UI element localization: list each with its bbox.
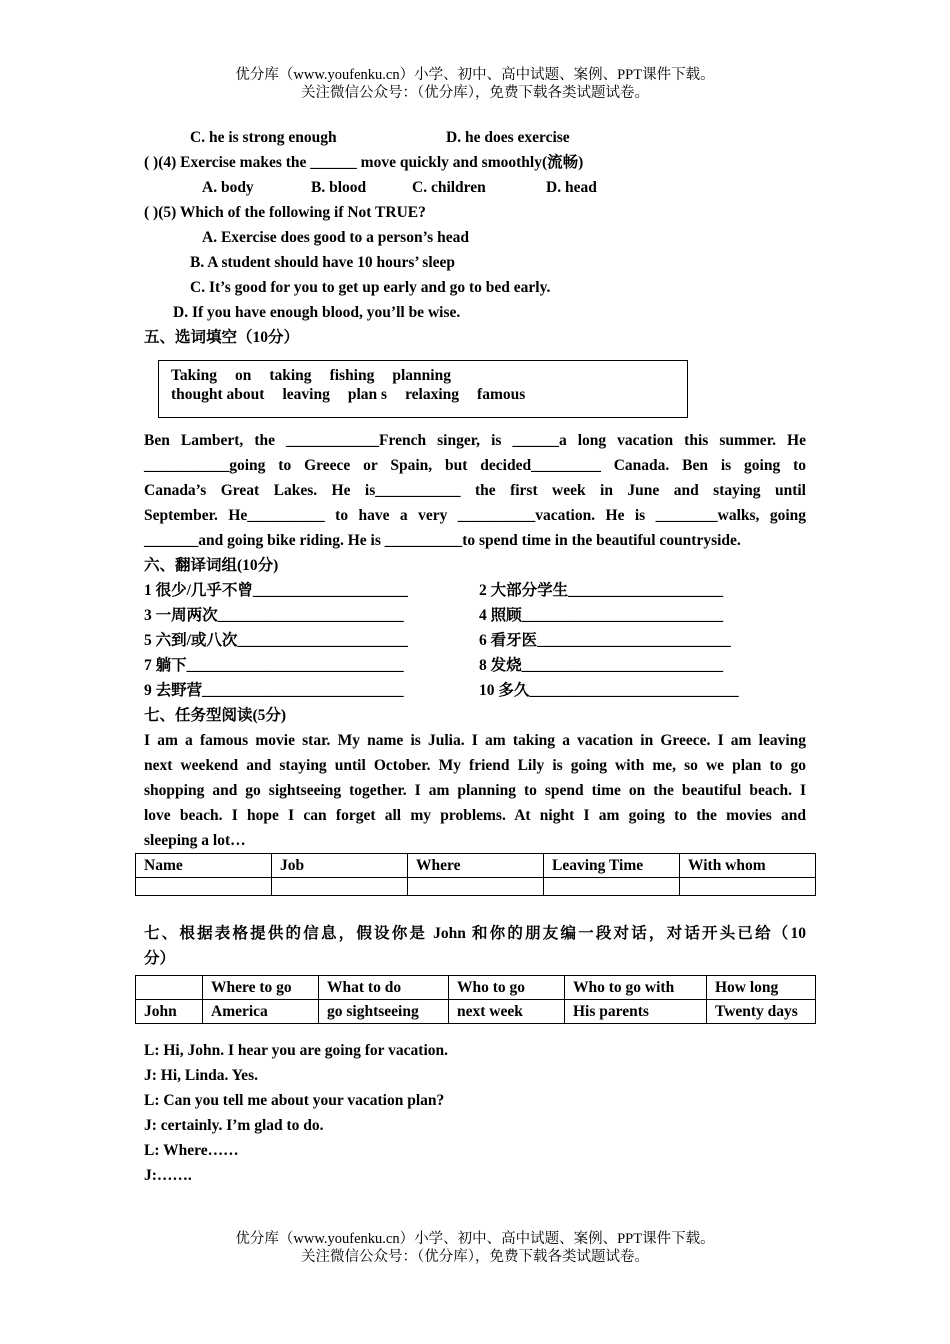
q5-option-b: B. A student should have 10 hours’ sleep (190, 254, 455, 271)
table-row (136, 1000, 816, 1024)
cloze-line: September. He__________ to have a very __________vacation. He is ________walks, going (144, 507, 806, 524)
section5-title: 五、选词填空（10分） (144, 329, 300, 346)
word-bank-word: Taking (171, 367, 217, 384)
dialogue-line: L: Where…… (144, 1142, 239, 1159)
cloze-line: Ben Lambert, the ____________French singer, is ______a long vacation this summer. He (144, 432, 806, 449)
translation-item: 10 多久___________________________ (479, 682, 739, 699)
table-cell: Twenty days (707, 1000, 816, 1024)
translation-item: 9 去野营__________________________ (144, 682, 404, 699)
dialogue-line: J:……. (144, 1167, 192, 1184)
table-header-cell: Who to go with (565, 976, 707, 1000)
answer-cell[interactable] (408, 878, 544, 896)
table-header-row (136, 976, 816, 1000)
table-header-cell (136, 976, 203, 1000)
reading-passage (144, 728, 806, 853)
word-bank-row-1 (171, 366, 687, 385)
footer-line-1: 优分库（www.youfenku.cn）小学、初中、高中试题、案例、PPT课件下载。 (235, 1231, 715, 1247)
table-header-cell: Where to go (203, 976, 319, 1000)
word-bank-word: planning (392, 367, 451, 384)
translation-item: 4 照顾__________________________ (479, 607, 724, 624)
word-bank-word: relaxing (405, 386, 460, 403)
translation-item: 7 躺下____________________________ (144, 657, 404, 674)
footer-line-2: 关注微信公众号：（优分库），免费下载各类试题试卷。 (301, 1249, 649, 1265)
translation-item: 3 一周两次________________________ (144, 607, 404, 624)
word-bank-word: on (234, 367, 252, 384)
section7-title: 七、任务型阅读(5分) (144, 707, 287, 724)
table-header-cell: With whom (680, 854, 816, 878)
answer-cell[interactable] (272, 878, 408, 896)
plan-info-table (135, 975, 816, 1024)
q3-option-c: C. he is strong enough (190, 129, 337, 146)
reading-line: next weekend and staying until October. My friend Lily is going with me, so we plan to go (144, 757, 806, 774)
word-bank-row-2 (171, 385, 687, 404)
cloze-passage (144, 428, 806, 553)
section8-title-line-2: 分） (144, 950, 176, 967)
q5-option-d: D. If you have enough blood, you’ll be wise. (173, 304, 461, 321)
translation-item: 1 很少/几乎不曾____________________ (144, 582, 408, 599)
table-header-cell: What to do (319, 976, 449, 1000)
dialogue-line: L: Hi, John. I hear you are going for vacation. (144, 1042, 448, 1059)
reading-line: love beach. I hope I can forget all my problems. At night I am going to the movies and (144, 807, 806, 824)
translation-row (144, 653, 806, 678)
reading-line: I am a famous movie star. My name is Julia. I am taking a vacation in Greece. I am leaving (144, 732, 806, 749)
cloze-line: Canada’s Great Lakes. He is___________ the first week in June and staying until (144, 482, 806, 499)
q4-option-d: D. head (546, 179, 597, 196)
dialogue-line: L: Can you tell me about your vacation plan? (144, 1092, 445, 1109)
dialogue-line: J: certainly. I’m glad to do. (144, 1117, 324, 1134)
section8-title (144, 921, 806, 971)
q4-stem: ( )(4) Exercise makes the ______ move quickly and smoothly(流畅) (144, 154, 584, 171)
cloze-line: ___________going to Greece or Spain, but decided_________ Canada. Ben is going to (144, 457, 806, 474)
table-header-cell: Name (136, 854, 272, 878)
reading-answer-table (135, 853, 816, 896)
word-bank-word: famous (477, 386, 526, 403)
table-header-cell: Who to go (449, 976, 565, 1000)
q4-options (144, 175, 806, 200)
word-bank-word: leaving (282, 386, 330, 403)
translation-item: 2 大部分学生____________________ (479, 582, 724, 599)
answer-cell[interactable] (680, 878, 816, 896)
answer-cell[interactable] (544, 878, 680, 896)
table-header-cell: How long (707, 976, 816, 1000)
word-bank-word: plan s (347, 386, 388, 403)
q5-option-a: A. Exercise does good to a person’s head (202, 229, 469, 246)
page-footer (0, 1230, 950, 1266)
table-header-cell: Where (408, 854, 544, 878)
translation-row (144, 578, 806, 603)
word-bank-word: fishing (329, 367, 375, 384)
translation-row (144, 628, 806, 653)
q5-stem: ( )(5) Which of the following if Not TRUE? (144, 204, 426, 221)
dialogue-line: J: Hi, Linda. Yes. (144, 1067, 258, 1084)
reading-line: sleeping a lot… (144, 832, 246, 849)
q4-option-a: A. body (202, 179, 254, 196)
q4-option-c: C. children (412, 179, 486, 196)
section6-title: 六、翻译词组(10分) (144, 557, 279, 574)
q3-option-d: D. he does exercise (446, 129, 570, 146)
header-line-1: 优分库（www.youfenku.cn）小学、初中、高中试题、案例、PPT课件下载。 (235, 67, 715, 83)
word-bank-word: taking (269, 367, 312, 384)
q4-option-b: B. blood (311, 179, 367, 196)
section8-title-line-1: 七、根据表格提供的信息，假设你是 John 和你的朋友编一段对话，对话开头已给（10 (144, 925, 806, 942)
table-cell: next week (449, 1000, 565, 1024)
translation-row (144, 678, 806, 703)
translation-row (144, 603, 806, 628)
header-line-2: 关注微信公众号：（优分库），免费下载各类试题试卷。 (301, 85, 649, 101)
table-cell: America (203, 1000, 319, 1024)
table-cell: John (136, 1000, 203, 1024)
translation-item: 8 发烧__________________________ (479, 657, 724, 674)
table-header-cell: Leaving Time (544, 854, 680, 878)
cloze-line: _______and going bike riding. He is __________to spend time in the beautiful countryside. (144, 532, 741, 549)
word-bank-word: thought about (171, 386, 265, 403)
table-cell: His parents (565, 1000, 707, 1024)
translation-item: 5 六到/或八次______________________ (144, 632, 408, 649)
q5-option-c: C. It’s good for you to get up early and go to bed early. (190, 279, 551, 296)
table-row (136, 878, 816, 896)
page-header (0, 66, 950, 102)
exam-content (144, 125, 806, 1188)
answer-cell[interactable] (136, 878, 272, 896)
q3-options (144, 125, 806, 150)
reading-line: shopping and go sightseeing together. I am planning to spend time on the beautiful beach. I (144, 782, 806, 799)
word-bank-box (158, 360, 688, 418)
table-cell: go sightseeing (319, 1000, 449, 1024)
table-header-cell: Job (272, 854, 408, 878)
translation-item: 6 看牙医_________________________ (479, 632, 731, 649)
table-header-row (136, 854, 816, 878)
